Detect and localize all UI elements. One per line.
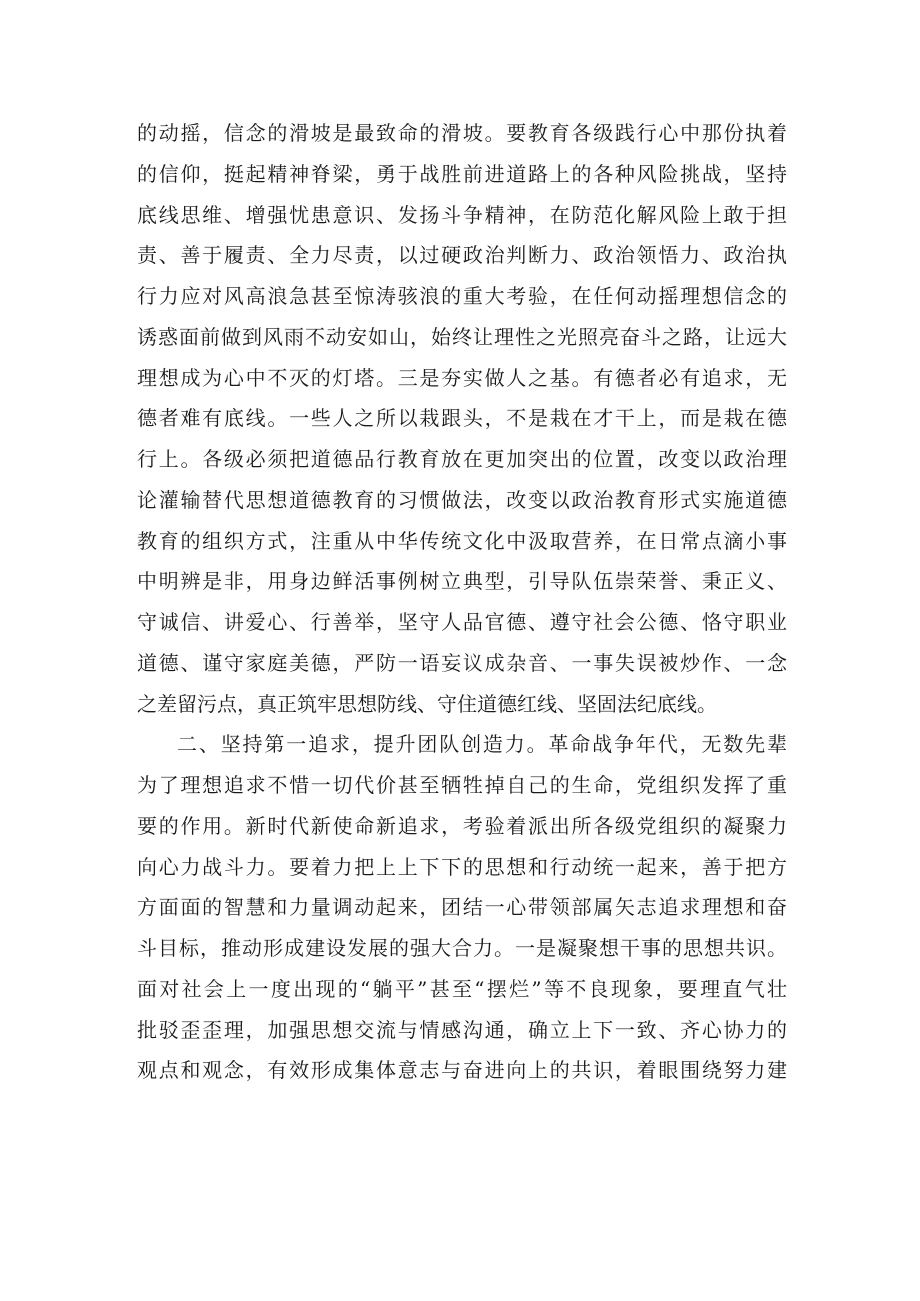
text-line: 诱惑面前做到风雨不动安如山，始终让理性之光照亮奋斗之路，让远大 xyxy=(137,324,787,349)
text-line: 观点和观念，有效形成集体意志与奋进向上的共识，着眼围绕努力建 xyxy=(137,1058,787,1083)
text-line: 面对社会上一度出现的“躺平”甚至“摆烂”等不良现象，要理直气壮 xyxy=(137,976,787,1001)
text-line: 行上。各级必须把道德品行教育放在更加突出的位置，改变以政治理 xyxy=(137,447,787,471)
text-line: 行力应对风高浪急甚至惊涛骇浪的重大考验，在任何动摇理想信念的 xyxy=(137,284,787,308)
text-line: 之差留污点，真正筑牢思想防线、守住道德红线、坚固法纪底线。 xyxy=(137,691,717,716)
text-line: 德者难有底线。一些人之所以栽跟头，不是栽在才干上，而是栽在德 xyxy=(137,406,787,431)
text-line: 方面面的智慧和力量调动起来，团结一心带领部属矢志追求理想和奋 xyxy=(137,895,787,920)
text-line: 道德、谨守家庭美德，严防一语妄议成杂音、一事失误被炒作、一念 xyxy=(137,650,787,675)
text-line: 底线思维、增强忧患意识、发扬斗争精神，在防范化解风险上敢于担 xyxy=(137,202,787,227)
text-line: 批驳歪歪理，加强思想交流与情感沟通，确立上下一致、齐心协力的 xyxy=(137,1017,787,1042)
text-line: 中明辨是非，用身边鲜活事例树立典型，引导队伍崇荣誉、秉正义、 xyxy=(137,569,787,594)
text-line: 为了理想追求不惜一切代价甚至牺牲掉自己的生命，党组织发挥了重 xyxy=(137,773,787,797)
text-line: 斗目标，推动形成建设发展的强大合力。一是凝聚想干事的思想共识。 xyxy=(137,936,787,960)
text-line: 向心力战斗力。要着力把上上下下的思想和行动统一起来，善于把方 xyxy=(137,854,787,879)
text-line: 守诚信、讲爱心、行善举，坚守人品官德、遵守社会公德、恪守职业 xyxy=(137,610,787,634)
text-line: 要的作用。新时代新使命新追求，考验着派出所各级党组织的凝聚力 xyxy=(137,813,787,838)
text-line: 理想成为心中不灭的灯塔。三是夯实做人之基。有德者必有追求，无 xyxy=(137,365,787,390)
body-text xyxy=(137,113,787,1091)
text-line: 论灌输替代思想道德教育的习惯做法，改变以政治教育形式实施道德 xyxy=(137,487,787,512)
text-line: 的动摇，信念的滑坡是最致命的滑坡。要教育各级践行心中那份执着 xyxy=(137,121,787,145)
text-line: 责、善于履责、全力尽责，以过硬政治判断力、政治领悟力、政治执 xyxy=(137,243,787,268)
text-line: 二、坚持第一追求，提升团队创造力。革命战争年代，无数先辈 xyxy=(177,732,787,757)
text-line: 的信仰，挺起精神脊梁，勇于战胜前进道路上的各种风险挑战，坚持 xyxy=(137,161,787,186)
text-line: 教育的组织方式，注重从中华传统文化中汲取营养，在日常点滴小事 xyxy=(137,528,787,553)
